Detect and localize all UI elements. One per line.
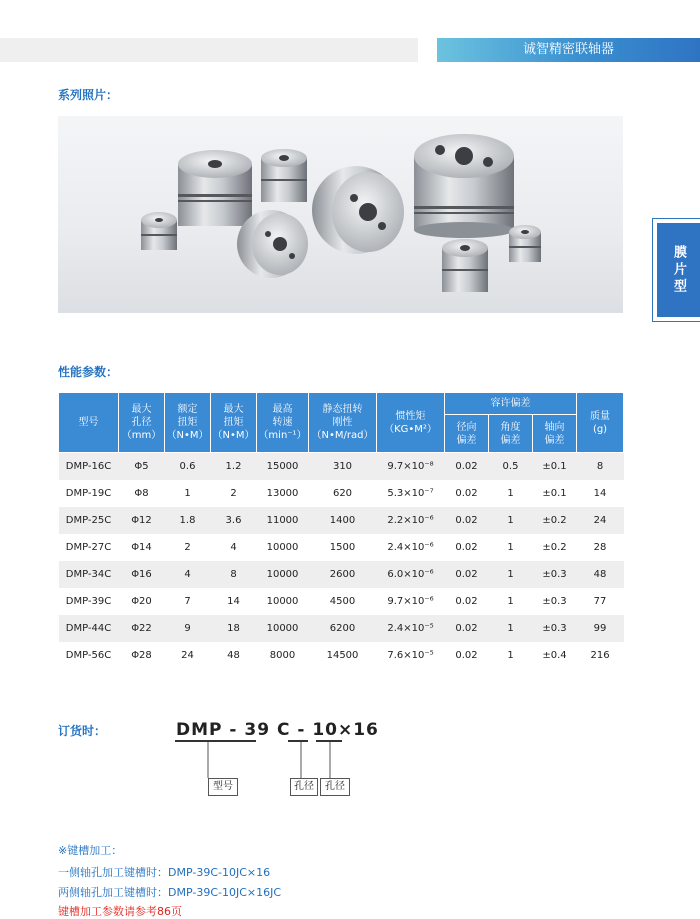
header-left-bar — [0, 38, 418, 62]
cell-radial: 0.02 — [445, 480, 489, 507]
cell-stiffness: 1400 — [309, 507, 377, 534]
th-mass — [577, 393, 624, 453]
cell-rated-torque: 1.8 — [165, 507, 211, 534]
cell-max-speed: 10000 — [257, 534, 309, 561]
cell-max-torque: 48 — [211, 642, 257, 669]
cell-model: DMP-56C — [59, 642, 119, 669]
cell-rated-torque: 1 — [165, 480, 211, 507]
cell-radial: 0.02 — [445, 453, 489, 481]
th-max-bore-l3: （mm） — [121, 430, 162, 441]
cell-max-bore: Φ5 — [119, 453, 165, 481]
cell-stiffness: 310 — [309, 453, 377, 481]
params-section-title: 性能参数： — [58, 365, 119, 379]
th-max-bore-l1: 最大 — [131, 404, 152, 415]
th-mass-l2: (g) — [592, 423, 608, 435]
cell-radial: 0.02 — [445, 534, 489, 561]
cell-max-torque: 14 — [211, 588, 257, 615]
cell-axial: ±0.4 — [533, 642, 577, 669]
order-box-model: 型号 — [208, 778, 238, 796]
cell-max-speed: 15000 — [257, 453, 309, 481]
cell-stiffness: 4500 — [309, 588, 377, 615]
cell-mass: 216 — [577, 642, 624, 669]
cell-model: DMP-39C — [59, 588, 119, 615]
spec-table — [58, 392, 624, 669]
cell-max-bore: Φ16 — [119, 561, 165, 588]
cell-max-torque: 4 — [211, 534, 257, 561]
cell-radial: 0.02 — [445, 642, 489, 669]
cell-mass: 28 — [577, 534, 624, 561]
coupling-front-middle — [237, 210, 308, 278]
cell-radial: 0.02 — [445, 588, 489, 615]
cell-max-speed: 13000 — [257, 480, 309, 507]
cell-rated-torque: 7 — [165, 588, 211, 615]
cell-axial: ±0.3 — [533, 615, 577, 642]
cell-angular: 1 — [489, 507, 533, 534]
table-row — [59, 480, 624, 507]
category-side-tab — [652, 218, 700, 322]
cell-max-speed: 10000 — [257, 561, 309, 588]
cell-max-torque: 1.2 — [211, 453, 257, 481]
cell-max-bore: Φ12 — [119, 507, 165, 534]
cell-max-speed: 10000 — [257, 588, 309, 615]
order-code-example: DMP - 39 C - 10×16 — [176, 720, 379, 740]
th-max-bore — [119, 393, 165, 453]
cell-stiffness: 620 — [309, 480, 377, 507]
category-side-tab-label: 膜片型 — [657, 223, 700, 317]
table-row — [59, 615, 624, 642]
cell-axial: ±0.2 — [533, 534, 577, 561]
th-radial-l2: 偏差 — [456, 434, 477, 446]
cell-mass: 48 — [577, 561, 624, 588]
cell-model: DMP-19C — [59, 480, 119, 507]
cell-max-bore: Φ28 — [119, 642, 165, 669]
th-max-speed-l2: 转速 — [272, 417, 293, 428]
th-rated-torque-l1: 额定 — [177, 404, 198, 415]
cell-radial: 0.02 — [445, 615, 489, 642]
th-max-speed — [257, 393, 309, 453]
th-max-torque-l3: （N•M） — [212, 430, 255, 441]
cell-rated-torque: 24 — [165, 642, 211, 669]
order-box-bore1: 孔径 — [290, 778, 318, 796]
coupling-small-front-right — [442, 239, 488, 292]
cell-rated-torque: 2 — [165, 534, 211, 561]
cell-mass: 8 — [577, 453, 624, 481]
coupling-small-back — [261, 149, 307, 202]
cell-inertia: 2.4×10⁻⁶ — [377, 534, 445, 561]
cell-stiffness: 1500 — [309, 534, 377, 561]
th-model: 型号 — [59, 393, 119, 453]
th-max-torque-l1: 最大 — [223, 404, 244, 415]
cell-max-bore: Φ22 — [119, 615, 165, 642]
coupling-center — [312, 166, 404, 254]
cell-inertia: 9.7×10⁻⁶ — [377, 588, 445, 615]
th-inertia-l1: 惯性矩 — [395, 410, 426, 422]
coupling-large-right — [414, 134, 514, 238]
cell-axial: ±0.3 — [533, 561, 577, 588]
th-radial — [445, 415, 489, 453]
cell-max-speed: 10000 — [257, 615, 309, 642]
th-inertia — [377, 393, 445, 453]
cell-max-torque: 18 — [211, 615, 257, 642]
cell-max-bore: Φ8 — [119, 480, 165, 507]
cell-max-speed: 8000 — [257, 642, 309, 669]
table-row — [59, 534, 624, 561]
cell-model: DMP-27C — [59, 534, 119, 561]
th-max-bore-l2: 孔径 — [131, 417, 152, 428]
keyway-note-reference: 键槽加工参数请参考86页 — [58, 905, 182, 918]
cell-rated-torque: 0.6 — [165, 453, 211, 481]
th-inertia-l2: （KG•M²） — [384, 423, 437, 435]
coupling-small-left — [141, 212, 177, 250]
cell-mass: 24 — [577, 507, 624, 534]
cell-angular: 1 — [489, 588, 533, 615]
th-axial — [533, 415, 577, 453]
th-angular-l2: 偏差 — [500, 434, 521, 446]
th-static-stiffness-l1: 静态扭转 — [322, 404, 363, 415]
cell-axial: ±0.3 — [533, 588, 577, 615]
order-code-connector-lines — [170, 738, 370, 780]
table-row — [59, 507, 624, 534]
cell-axial: ±0.1 — [533, 453, 577, 481]
keyway-note-one-side: 一侧轴孔加工键槽时：DMP-39C-10JC×16 — [58, 866, 271, 879]
th-rated-torque — [165, 393, 211, 453]
cell-max-torque: 2 — [211, 480, 257, 507]
cell-max-torque: 3.6 — [211, 507, 257, 534]
cell-inertia: 5.3×10⁻⁷ — [377, 480, 445, 507]
cell-stiffness: 2600 — [309, 561, 377, 588]
header-title: 诚智精密联轴器 — [522, 42, 614, 57]
cell-max-bore: Φ14 — [119, 534, 165, 561]
keyway-note-title: ※键槽加工： — [58, 844, 123, 857]
cell-axial: ±0.2 — [533, 507, 577, 534]
order-box-bore2: 孔径 — [320, 778, 350, 796]
th-max-speed-l3: （min⁻¹） — [258, 430, 307, 441]
cell-inertia: 2.4×10⁻⁵ — [377, 615, 445, 642]
th-axial-l1: 轴向 — [544, 421, 565, 433]
cell-stiffness: 6200 — [309, 615, 377, 642]
cell-angular: 1 — [489, 561, 533, 588]
th-max-torque-l2: 扭矩 — [223, 417, 244, 428]
cell-inertia: 7.6×10⁻⁵ — [377, 642, 445, 669]
header-title-bar — [437, 38, 700, 62]
cell-max-speed: 11000 — [257, 507, 309, 534]
th-angular — [489, 415, 533, 453]
order-section-title: 订货时： — [58, 724, 107, 738]
th-axial-l2: 偏差 — [544, 434, 565, 446]
cell-angular: 1 — [489, 615, 533, 642]
product-photo — [58, 116, 623, 313]
cell-axial: ±0.1 — [533, 480, 577, 507]
cell-stiffness: 14500 — [309, 642, 377, 669]
cell-radial: 0.02 — [445, 507, 489, 534]
cell-inertia: 2.2×10⁻⁶ — [377, 507, 445, 534]
th-rated-torque-l2: 扭矩 — [177, 417, 198, 428]
th-rated-torque-l3: （N•M） — [166, 430, 209, 441]
cell-rated-torque: 4 — [165, 561, 211, 588]
cell-angular: 1 — [489, 642, 533, 669]
th-static-stiffness — [309, 393, 377, 453]
coupling-photo-illustration — [58, 116, 623, 313]
cell-inertia: 9.7×10⁻⁸ — [377, 453, 445, 481]
cell-inertia: 6.0×10⁻⁶ — [377, 561, 445, 588]
keyway-note-two-side: 两侧轴孔加工键槽时：DMP-39C-10JC×16JC — [58, 886, 282, 899]
th-tolerance: 容许偏差 — [445, 393, 577, 415]
th-angular-l1: 角度 — [500, 421, 521, 433]
coupling-mid-left — [178, 150, 252, 226]
table-row — [59, 453, 624, 481]
cell-max-bore: Φ20 — [119, 588, 165, 615]
th-mass-l1: 质量 — [590, 410, 611, 422]
cell-mass: 99 — [577, 615, 624, 642]
cell-angular: 0.5 — [489, 453, 533, 481]
cell-max-torque: 8 — [211, 561, 257, 588]
cell-radial: 0.02 — [445, 561, 489, 588]
table-row — [59, 642, 624, 669]
cell-model: DMP-25C — [59, 507, 119, 534]
th-static-stiffness-l2: 刚性 — [332, 417, 353, 428]
table-row — [59, 561, 624, 588]
cell-angular: 1 — [489, 534, 533, 561]
coupling-tiny-right — [509, 225, 541, 262]
th-static-stiffness-l3: （N•M/rad） — [311, 430, 374, 441]
cell-mass: 14 — [577, 480, 624, 507]
table-row — [59, 588, 624, 615]
photos-section-title: 系列照片： — [58, 88, 119, 102]
th-radial-l1: 径向 — [456, 421, 477, 433]
cell-model: DMP-44C — [59, 615, 119, 642]
th-max-torque — [211, 393, 257, 453]
cell-angular: 1 — [489, 480, 533, 507]
th-max-speed-l1: 最高 — [272, 404, 293, 415]
cell-model: DMP-16C — [59, 453, 119, 481]
cell-model: DMP-34C — [59, 561, 119, 588]
cell-mass: 77 — [577, 588, 624, 615]
cell-rated-torque: 9 — [165, 615, 211, 642]
